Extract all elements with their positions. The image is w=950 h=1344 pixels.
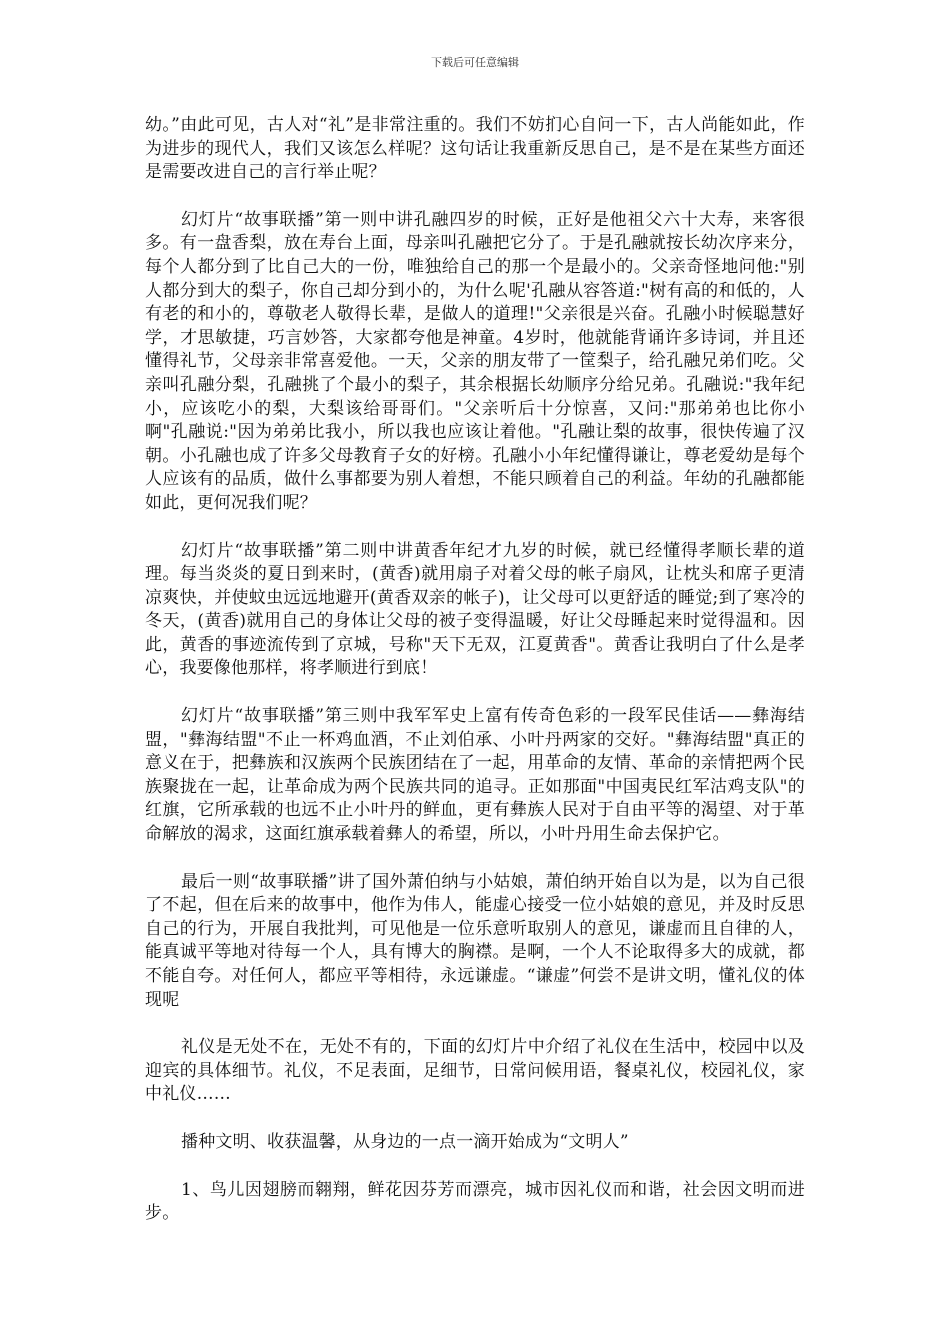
paragraph-civilized-slogan: 播种文明、收获温馨，从身边的一点一滴开始成为“文明人” bbox=[181, 1131, 629, 1152]
page-header: 下载后可任意编辑 bbox=[431, 56, 519, 69]
paragraph-list-item-1: 1、鸟儿因翅膀而翱翔，鲜花因芬芳而漂亮，城市因礼仪而和谐，社会因文明而进步。 bbox=[145, 1179, 805, 1224]
paragraph-etiquette-details: 礼仪是无处不在，无处不有的，下面的幻灯片中介绍了礼仪在生活中，校园中以及迎宾的具体细节。礼仪，不足表面，足细节，日常问候用语，餐桌礼仪，校园礼仪，家中礼仪…… bbox=[145, 1037, 805, 1105]
paragraph-story-yihai-alliance: 幻灯片“故事联播”第三则中我军军史上富有传奇色彩的一段军民佳话——彝海结盟，"彝海结盟"不止一杯鸡血酒，不止刘伯承、小叶丹两家的交好。"彝海结盟"真正的意义在于，把彝族和汉族两个民族团结在了一起，用革命的友情、革命的亲情把两个民族聚拢在一起，让革命成为两个民族共同的追寻。正如那面"中国夷民红军沽鸡支队"的红旗，它所承载的也远不止小叶丹的鲜血，更有彝族人民对于自由平等的渴望、对于革命解放的渴求，这面红旗承载着彝人的希望，所以，小叶丹用生命去保护它。 bbox=[145, 706, 805, 845]
paragraph-story-xiao-bona: 最后一则“故事联播”讲了国外萧伯纳与小姑娘，萧伯纳开始自以为是，以为自己很了不起，但在后来的故事中，他作为伟人，能虚心接受一位小姑娘的意见，并及时反思自己的行为，开展自我批判，可见他是一位乐意听取别人的意见，谦虚而且自律的人，能真诚平等地对待每一个人，具有博大的胸襟。是啊，一个人不论取得多大的成就，都不能自夸。对任何人，都应平等相待，永远谦虚。“谦虚”何尝不是讲文明，懂礼仪的体现呢 bbox=[145, 871, 805, 1010]
paragraph-intro-continuation: 幼。”由此可见，古人对“礼”是非常注重的。我们不妨扪心自问一下，古人尚能如此，作为进步的现代人，我们又该怎么样呢？这句话让我重新反思自己，是不是在某些方面还是需要改进自己的言行举止呢？ bbox=[145, 115, 805, 183]
paragraph-story-huang-xiang: 幻灯片“故事联播”第二则中讲黄香年纪才九岁的时候，就已经懂得孝顺长辈的道理。每当炎炎的夏日到来时，(黄香)就用扇子对着父母的帐子扇风，让枕头和席子更清凉爽快，并使蚊虫远远地避开(黄香双亲的帐子)，让父母可以更舒适的睡觉;到了寒冷的冬天，(黄香)就用自己的身体让父母的被子变得温暖，好让父母睡起来时觉得温和。因此，黄香的事迹流传到了京城，号称"天下无双，江夏黄香"。黄香让我明白了什么是孝心，我要像他那样，将孝顺进行到底！ bbox=[145, 540, 805, 679]
document-body bbox=[145, 114, 805, 1250]
paragraph-story-kong-rong: 幻灯片“故事联播”第一则中讲孔融四岁的时候，正好是他祖父六十大寿，来客很多。有一盘香梨，放在寿台上面，母亲叫孔融把它分了。于是孔融就按长幼次序来分，每个人都分到了比自己大的一份，唯独给自己的那一个是最小的。父亲奇怪地问他:"别人都分到大的梨子，你自己却分到小的，为什么呢'孔融从容答道:"树有高的和低的，人有老的和小的，尊敬老人敬得长辈，是做人的道理!"父亲很是兴奋。孔融小时候聪慧好学，才思敏捷，巧言妙答，大家都夸他是神童。4岁时，他就能背诵许多诗词，并且还懂得礼节，父母亲非常喜爱他。一天，父亲的朋友带了一筐梨子，给孔融兄弟们吃。父亲叫孔融分梨，孔融挑了个最小的梨子，其余根据长幼顺序分给兄弟。孔融说:"我年纪小，应该吃小的梨，大梨该给哥哥们。"父亲听后十分惊喜，又问:"那弟弟也比你小啊"孔融说:"因为弟弟比我小，所以我也应该让着他。"孔融让梨的故事，很快传遍了汉朝。小孔融也成了许多父母教育子女的好榜。孔融小小年纪懂得谦让，尊老爱幼是每个人应该有的品质，做什么事都要为别人着想，不能只顾着自己的利益。年幼的孔融都能如此，更何况我们呢？ bbox=[145, 209, 805, 513]
